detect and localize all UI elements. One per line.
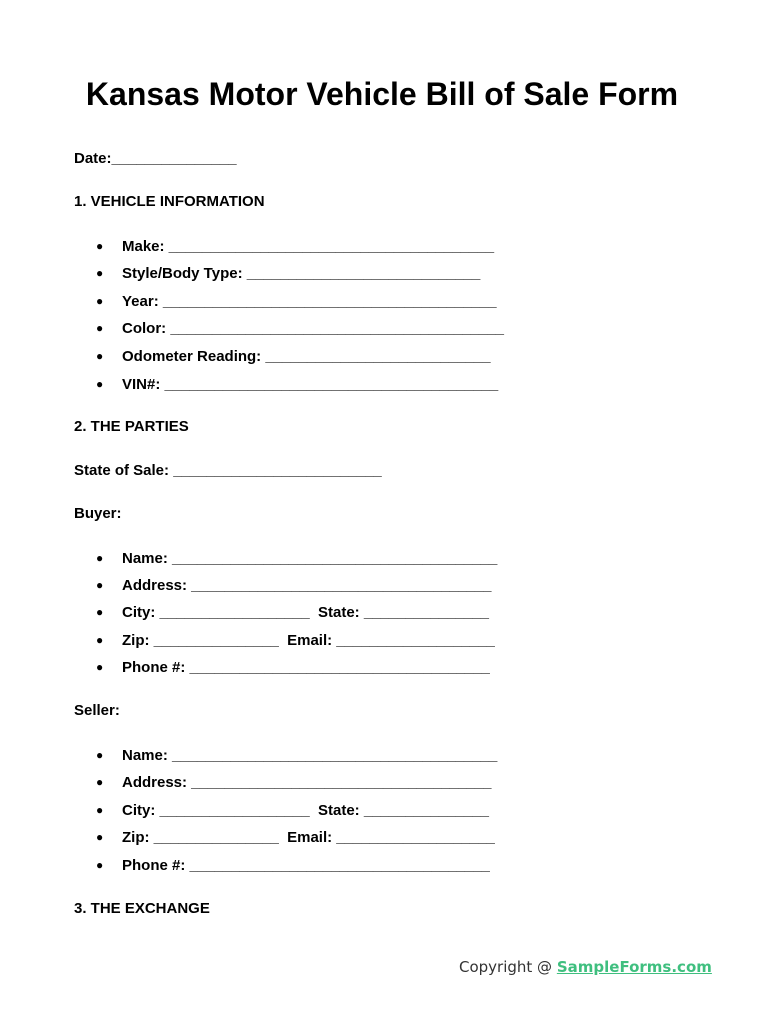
- bullet-icon: ●: [96, 605, 104, 619]
- buyer-city-state-item[interactable]: [96, 603, 489, 622]
- list-item-label: Make: _______________________________________: [122, 238, 495, 255]
- list-item-label: City: __________________ State: _______________: [122, 604, 489, 621]
- list-item-label: Address: ____________________________________: [122, 774, 492, 791]
- list-item-label: Style/Body Type: ____________________________: [122, 265, 481, 282]
- list-item-label: Name: _______________________________________: [122, 550, 498, 567]
- state-of-sale-field[interactable]: State of Sale: _________________________: [74, 462, 382, 479]
- buyer-zip-email-item[interactable]: [96, 631, 495, 650]
- list-item-label: Name: _______________________________________: [122, 747, 498, 764]
- bullet-icon: ●: [96, 858, 104, 872]
- list-item-label: Phone #: ____________________________________: [122, 659, 490, 676]
- seller-label: Seller:: [74, 702, 120, 719]
- list-item-label: Year: ________________________________________: [122, 293, 497, 310]
- bullet-icon: ●: [96, 803, 104, 817]
- page-title: Kansas Motor Vehicle Bill of Sale Form: [85, 76, 679, 112]
- list-item-make[interactable]: [96, 237, 494, 256]
- bullet-icon: ●: [96, 830, 104, 844]
- list-item-label: Phone #: ____________________________________: [122, 857, 490, 874]
- bullet-icon: ●: [96, 578, 104, 592]
- list-item-label: Zip: _______________ Email: ___________________: [122, 829, 495, 846]
- bullet-icon: ●: [96, 239, 104, 253]
- bullet-icon: ●: [96, 775, 104, 789]
- buyer-label: Buyer:: [74, 505, 122, 522]
- footer-copyright: [459, 957, 712, 977]
- seller-city-state-item[interactable]: [96, 801, 489, 820]
- seller-zip-email-item[interactable]: [96, 828, 495, 847]
- section-heading-exchange: 3. THE EXCHANGE: [74, 900, 210, 917]
- list-item-label: Color: ________________________________________: [122, 320, 505, 337]
- brand-link[interactable]: SampleForms.com: [556, 958, 712, 976]
- buyer-name-item[interactable]: [96, 549, 497, 568]
- seller-address-item[interactable]: [96, 773, 492, 792]
- bullet-icon: ●: [96, 551, 104, 565]
- list-item-odometer[interactable]: [96, 347, 491, 366]
- section-heading-parties: 2. THE PARTIES: [74, 418, 189, 435]
- buyer-phone-item[interactable]: [96, 658, 490, 677]
- list-item-label: City: __________________ State: _______________: [122, 802, 489, 819]
- list-item-vin[interactable]: [96, 375, 498, 394]
- bullet-icon: ●: [96, 377, 104, 391]
- bullet-icon: ●: [96, 321, 104, 335]
- list-item-style[interactable]: [96, 264, 480, 283]
- list-item-label: VIN#: ________________________________________: [122, 376, 499, 393]
- section-heading-vehicle: 1. VEHICLE INFORMATION: [74, 193, 265, 210]
- list-item-label: Address: ____________________________________: [122, 577, 492, 594]
- list-item-color[interactable]: [96, 319, 504, 338]
- seller-name-item[interactable]: [96, 746, 497, 765]
- list-item-label: Odometer Reading: ___________________________: [122, 348, 491, 365]
- bullet-icon: ●: [96, 748, 104, 762]
- date-field[interactable]: Date:_______________: [74, 150, 237, 167]
- buyer-address-item[interactable]: [96, 576, 492, 595]
- bullet-icon: ●: [96, 294, 104, 308]
- list-item-year[interactable]: [96, 292, 497, 311]
- seller-phone-item[interactable]: [96, 856, 490, 875]
- bullet-icon: ●: [96, 349, 104, 363]
- list-item-label: Zip: _______________ Email: ___________________: [122, 632, 495, 649]
- bullet-icon: ●: [96, 660, 104, 674]
- copyright-text: Copyright @: [459, 958, 557, 976]
- bullet-icon: ●: [96, 266, 104, 280]
- bullet-icon: ●: [96, 633, 104, 647]
